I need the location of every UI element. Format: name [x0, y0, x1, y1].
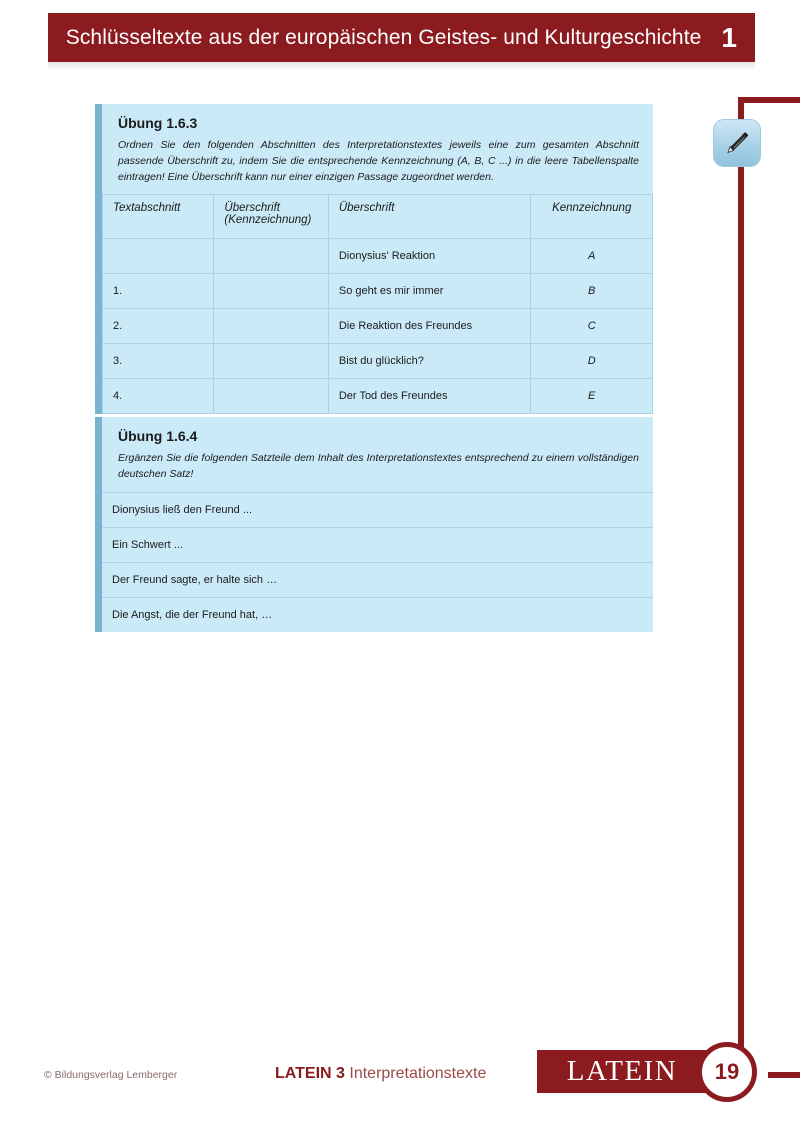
- column-header-ueberschrift-kennzeichnung: Überschrift (Kennzeichnung): [214, 195, 328, 239]
- cell-answer-input[interactable]: [214, 344, 328, 379]
- cell-ueberschrift: Bist du glücklich?: [328, 344, 531, 379]
- list-item[interactable]: [102, 562, 653, 597]
- chapter-number: 1: [721, 21, 737, 53]
- cell-textabschnitt: 3.: [103, 344, 214, 379]
- cell-textabschnitt: [103, 239, 214, 274]
- cell-answer-input[interactable]: [214, 239, 328, 274]
- table-row: [103, 379, 653, 414]
- cell-textabschnitt: 4.: [103, 379, 214, 414]
- page-title: Schlüsseltexte aus der europäischen Geistes- und Kulturgeschichte: [65, 25, 702, 49]
- margin-rule-vertical: [738, 97, 744, 1075]
- table-header-row: [103, 195, 653, 239]
- column-header-kennzeichnung: Kennzeichnung: [531, 195, 653, 239]
- cell-kennzeichnung: C: [531, 309, 653, 344]
- page-header-banner: [48, 13, 755, 62]
- exercise-163-instructions: Ordnen Sie den folgenden Abschnitten des Interpretationstextes jeweils eine zum gesamten Abschnitt passende Überschrift zu, indem Sie die entsprechende Kennzeichnung (A, B, C ...) in die leere Tabellenspalte eintragen! Eine Überschrift kann nur einer einzigen Passage zugeordnet werden.: [118, 139, 639, 183]
- cell-textabschnitt: 1.: [103, 274, 214, 309]
- cell-ueberschrift: Dionysius' Reaktion: [328, 239, 531, 274]
- latein-logo: [537, 1050, 707, 1093]
- column-header-textabschnitt: Textabschnitt: [103, 195, 214, 239]
- exercise-164-title: Übung 1.6.4: [118, 428, 198, 444]
- exercise-163-title: Übung 1.6.3: [118, 115, 198, 131]
- page-number-badge: [697, 1042, 757, 1102]
- cell-kennzeichnung: D: [531, 344, 653, 379]
- footer-series-light: Interpretationstexte: [349, 1065, 487, 1082]
- table-row: [103, 239, 653, 274]
- cell-kennzeichnung: A: [531, 239, 653, 274]
- margin-rule-top: [738, 97, 800, 103]
- cell-answer-input[interactable]: [214, 309, 328, 344]
- matching-table: [102, 194, 653, 414]
- exercise-block-164: [95, 417, 653, 632]
- sentence-fragment[interactable]: Dionysius ließ den Freund ...: [102, 492, 653, 527]
- exercise-block-163: [95, 104, 653, 414]
- page-number: 19: [714, 1059, 740, 1084]
- sentence-fragment[interactable]: Der Freund sagte, er halte sich …: [102, 562, 653, 597]
- cell-kennzeichnung: E: [531, 379, 653, 414]
- footer-series-bold: LATEIN 3: [275, 1065, 345, 1082]
- list-item[interactable]: [102, 597, 653, 632]
- cell-ueberschrift: Die Reaktion des Freundes: [328, 309, 531, 344]
- pencil-badge: [713, 119, 761, 167]
- sentence-fragment[interactable]: Ein Schwert ...: [102, 527, 653, 562]
- cell-answer-input[interactable]: [214, 274, 328, 309]
- cell-kennzeichnung: B: [531, 274, 653, 309]
- margin-rule-bottom: [768, 1072, 800, 1078]
- pencil-icon: [722, 128, 752, 158]
- table-row: [103, 274, 653, 309]
- exercise-164-instructions: Ergänzen Sie die folgenden Satzteile dem Inhalt des Interpretationstextes entsprechend zu einem vollständigen deutschen Satz!: [118, 452, 639, 480]
- footer-series: [275, 1065, 486, 1083]
- table-row: [103, 344, 653, 379]
- cell-ueberschrift: So geht es mir immer: [328, 274, 531, 309]
- column-header-ueberschrift: Überschrift: [328, 195, 531, 239]
- sentence-completion-list: [102, 492, 653, 632]
- list-item[interactable]: [102, 527, 653, 562]
- sentence-fragment[interactable]: Die Angst, die der Freund hat, …: [102, 597, 653, 632]
- list-item[interactable]: [102, 492, 653, 527]
- cell-textabschnitt: 2.: [103, 309, 214, 344]
- cell-ueberschrift: Der Tod des Freundes: [328, 379, 531, 414]
- table-row: [103, 309, 653, 344]
- header-shadow: [48, 62, 755, 71]
- footer-copyright: © Bildungsverlag Lemberger: [44, 1069, 178, 1081]
- cell-answer-input[interactable]: [214, 379, 328, 414]
- latein-logo-text: LATEIN: [566, 1055, 678, 1087]
